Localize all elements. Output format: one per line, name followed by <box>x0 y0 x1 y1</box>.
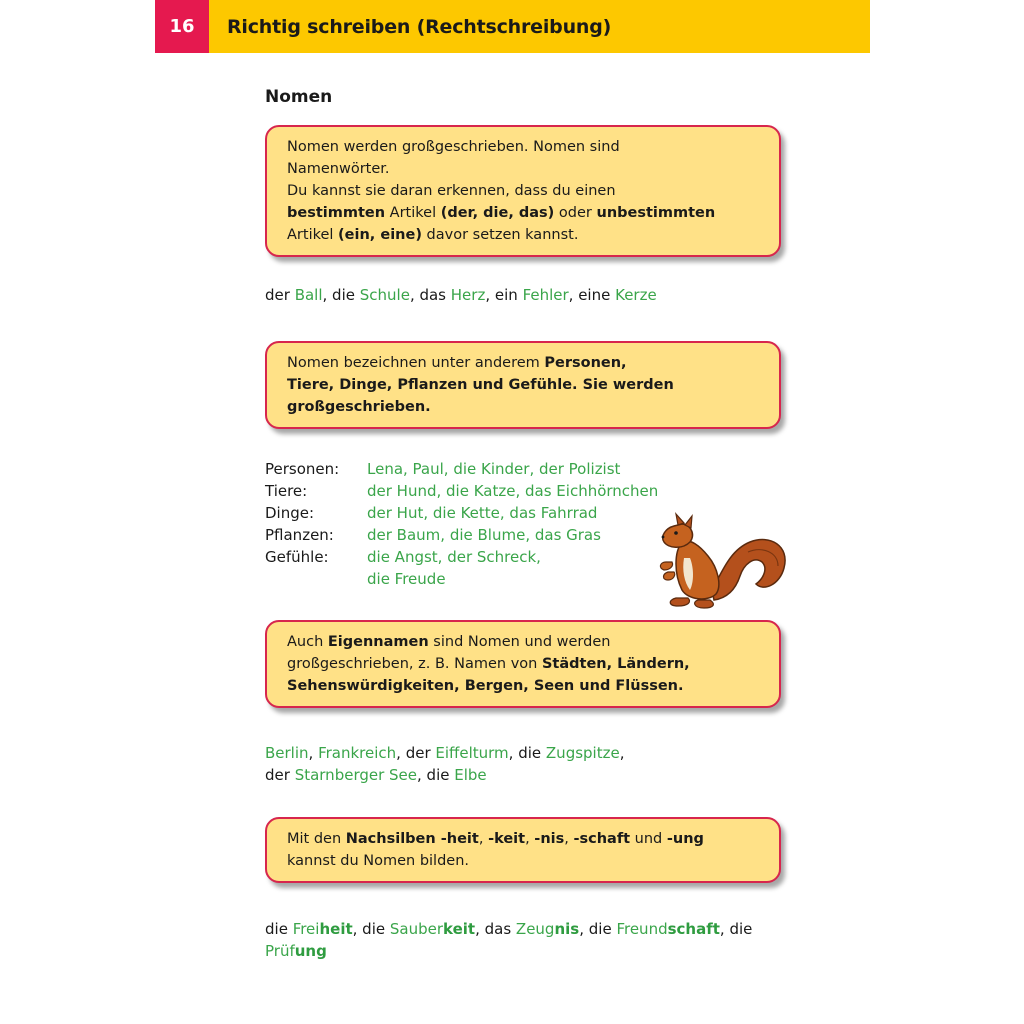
chapter-title: Richtig schreiben (Rechtschreibung) <box>227 15 612 38</box>
page-header <box>155 0 870 53</box>
list-item: Personen: Lena, Paul, die Kinder, der Polizist <box>265 460 621 478</box>
list-item: Gefühle: die Angst, der Schreck, <box>265 548 541 566</box>
list-item: die Freude <box>367 570 446 588</box>
squirrel-icon <box>652 512 792 612</box>
rule-box-categories <box>265 341 781 429</box>
example-articles: der Ball, die Schule, das Herz, ein Fehler, eine Kerze <box>265 286 657 304</box>
rule-line: Namenwörter. <box>287 161 390 177</box>
page-number: 16 <box>155 0 209 53</box>
example-nachsilben: die Freiheit, die Sauberkeit, das Zeugnis, die Freundschaft, die Prüfung <box>265 920 753 960</box>
rule-box-nachsilben <box>265 817 781 883</box>
rule-line: Artikel (ein, eine) davor setzen kannst. <box>287 227 579 243</box>
list-item: Dinge: der Hut, die Kette, das Fahrrad <box>265 504 598 522</box>
list-item: Tiere: der Hund, die Katze, das Eichhörnchen <box>265 482 659 500</box>
rule-line: Du kannst sie daran erkennen, dass du einen <box>287 183 616 199</box>
list-item: Pflanzen: der Baum, die Blume, das Gras <box>265 526 601 544</box>
example-eigennamen: Berlin, Frankreich, der Eiffelturm, die Zugspitze, der Starnberger See, die Elbe <box>265 744 625 784</box>
section-title: Nomen <box>265 87 333 107</box>
rule-line: Nomen werden großgeschrieben. Nomen sind <box>287 139 620 155</box>
rule-box-eigennamen <box>265 620 781 708</box>
rule-line: kannst du Nomen bilden. <box>287 853 470 869</box>
rule-line: großgeschrieben, z. B. Namen von Städten, Ländern, <box>287 656 690 672</box>
rule-line: Sehenswürdigkeiten, Bergen, Seen und Flüssen. <box>287 678 684 694</box>
category-list <box>265 458 658 590</box>
rule-line: großgeschrieben. <box>287 399 431 415</box>
rule-line: Tiere, Dinge, Pflanzen und Gefühle. Sie werden <box>287 377 674 393</box>
rule-box-nomen <box>265 125 781 257</box>
rule-line: Auch Eigennamen sind Nomen und werden <box>287 634 611 650</box>
rule-line: Nomen bezeichnen unter anderem Personen, <box>287 355 627 371</box>
rule-line: Mit den Nachsilben -heit, -keit, -nis, -schaft und -ung <box>287 831 704 847</box>
rule-line: bestimmten Artikel (der, die, das) oder unbestimmten <box>287 205 716 221</box>
